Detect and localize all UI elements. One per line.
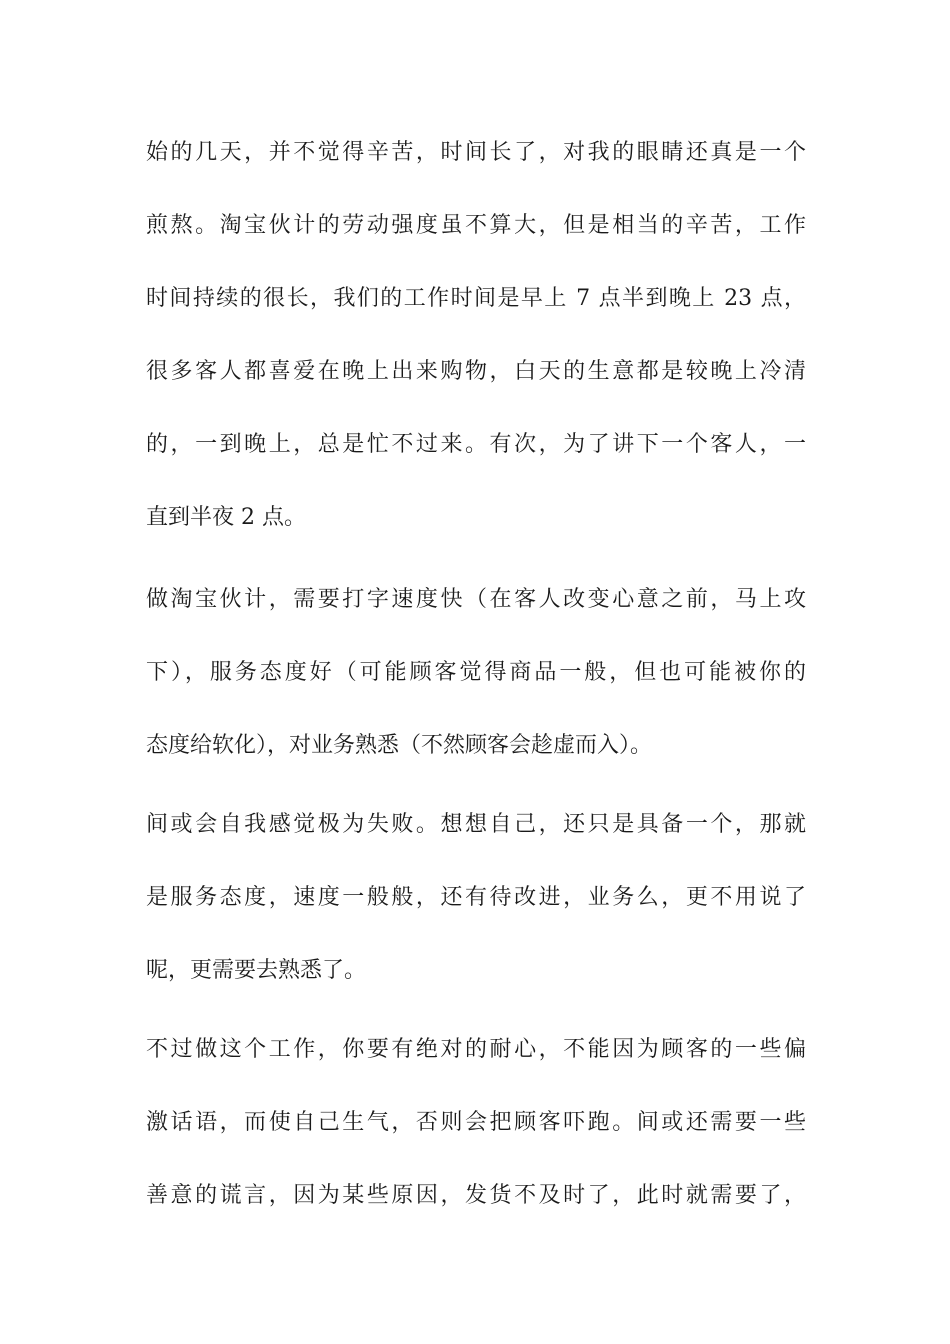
text-line: 煎熬。淘宝伙计的劳动强度虽不算大，但是相当的辛苦，工作 [146, 213, 806, 238]
text-line: 始的几天，并不觉得辛苦，时间长了，对我的眼睛还真是一个 [146, 140, 806, 165]
text-line: 做淘宝伙计，需要打字速度快（在客人改变心意之前，马上攻 [146, 587, 806, 612]
text-line: 激话语，而使自己生气，否则会把顾客吓跑。间或还需要一些 [146, 1110, 806, 1135]
text-line: 的，一到晚上，总是忙不过来。有次，为了讲下一个客人，一 [146, 432, 806, 457]
text-line: 善意的谎言，因为某些原因，发货不及时了，此时就需要了， [146, 1183, 806, 1208]
text-line: 呢，更需要去熟悉了。 [146, 958, 367, 983]
text-line: 很多客人都喜爱在晚上出来购物，白天的生意都是较晚上冷清 [146, 359, 806, 384]
text-line: 态度给软化），对业务熟悉（不然顾客会趁虚而入）。 [146, 733, 653, 758]
text-line: 直到半夜 2 点。 [146, 505, 306, 530]
text-line: 不过做这个工作，你要有绝对的耐心，不能因为顾客的一些偏 [146, 1037, 806, 1062]
text-line: 是服务态度，速度一般般，还有待改进，业务么，更不用说了 [146, 885, 806, 910]
text-line: 间或会自我感觉极为失败。想想自己，还只是具备一个，那就 [146, 812, 806, 837]
text-line: 时间持续的很长，我们的工作时间是早上 7 点半到晚上 23 点， [146, 286, 806, 311]
text-line: 下），服务态度好（可能顾客觉得商品一般，但也可能被你的 [146, 660, 806, 685]
